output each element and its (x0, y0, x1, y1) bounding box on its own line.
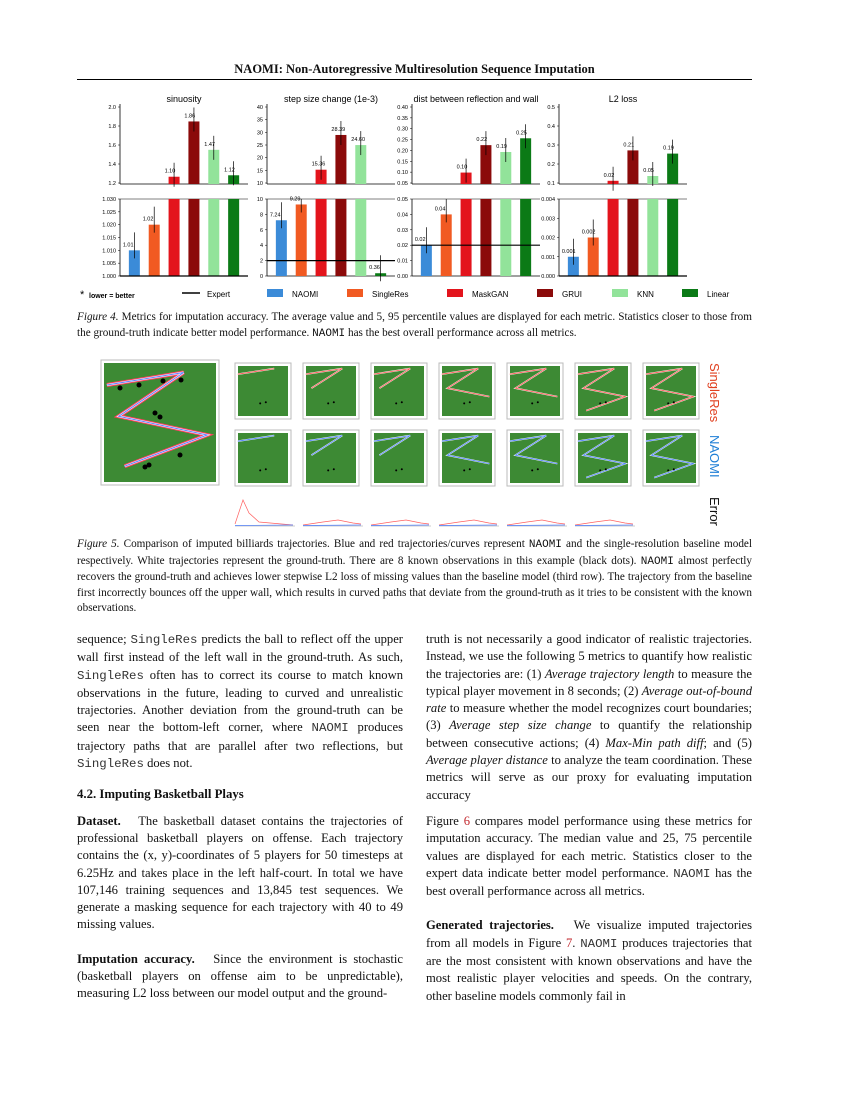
figure-4-caption (77, 310, 752, 342)
known-observation (259, 402, 261, 404)
metric-name: Average trajectory length (544, 666, 675, 681)
known-observation (161, 379, 166, 384)
known-observation (605, 401, 607, 403)
tick-label: 0 (259, 274, 263, 280)
tick-label: 0.25 (397, 137, 408, 144)
imputation-paragraph (77, 951, 403, 1003)
text-run: Figure (426, 813, 464, 828)
tick-label: 0.03 (397, 227, 408, 234)
known-observation (599, 469, 601, 471)
value-label: 1.12 (224, 167, 235, 174)
error-curve-blue (235, 525, 293, 526)
known-observation (395, 469, 397, 471)
bar-bottom (480, 199, 491, 276)
dataset-head: Dataset. (77, 813, 121, 828)
tick-label: 0.20 (397, 148, 408, 155)
metric-name: Average step size change (449, 718, 592, 733)
right-paragraph-2 (426, 813, 752, 900)
figure-5-caption-p2: and the single-resolution baseline model respectively. White trajectories represent the ground-truth. There are 8 known observations in this example (black dots). (77, 538, 753, 567)
known-observation (178, 453, 183, 458)
value-label: 0.04 (434, 206, 446, 213)
chart-title: L2 loss (608, 94, 638, 104)
tick-label: 0.02 (397, 243, 408, 250)
tick-label: 1.020 (102, 222, 116, 229)
value-label: 28.39 (331, 126, 346, 133)
tick-label: 4 (259, 243, 263, 250)
tick-label: 1.025 (102, 209, 116, 216)
value-label: 1.10 (164, 168, 176, 175)
tick-label: 0.1 (547, 181, 555, 187)
legend-label: KNN (637, 290, 654, 299)
row-label-singleres: SingleRes (707, 363, 722, 423)
chart-panel (397, 94, 540, 280)
legend-swatch (612, 289, 628, 297)
figure-5-panels (95, 355, 735, 535)
tick-label: 1.8 (108, 124, 116, 130)
error-curve-red (575, 520, 633, 525)
figure-ref-link[interactable]: 6 (463, 813, 470, 828)
tick-label: 20 (256, 155, 263, 162)
tick-label: 1.000 (102, 274, 116, 280)
known-observation (333, 401, 335, 403)
known-observation (605, 468, 607, 470)
value-label: 0.22 (476, 137, 488, 144)
chart-title: step size change (1e-3) (283, 94, 379, 104)
chart-panel (102, 94, 248, 280)
inline-code: NAOMI (580, 936, 618, 951)
tick-label: 1.2 (108, 181, 116, 187)
inline-code: SingleRes (130, 633, 198, 647)
bar-bottom (208, 199, 219, 276)
value-label: 1.86 (184, 113, 196, 120)
left-column (77, 631, 403, 1003)
figure-4-caption-tail: has the best overall performance across all metrics. (347, 326, 577, 339)
figure-4-label: Figure 4. (77, 311, 119, 323)
inline-code: SingleRes (77, 668, 144, 683)
tick-label: 6 (259, 227, 263, 234)
legend-label: MaskGAN (472, 290, 509, 299)
known-observation (537, 401, 539, 403)
text-run: . (572, 935, 581, 950)
figure-5-caption-code1: NAOMI (528, 539, 562, 551)
imputation-head: Imputation accuracy. (77, 951, 195, 966)
known-observation (537, 468, 539, 470)
known-observation (667, 469, 669, 471)
known-observation (259, 469, 261, 471)
tick-label: 2.0 (108, 105, 116, 111)
tick-label: 1.4 (108, 162, 116, 168)
right-column (426, 631, 752, 1005)
error-curve-blue (371, 525, 429, 526)
text-run: often has to correct its course to match known observations in the future, leading to curved and unrealistic trajectories. Another deviation from the ground-truth can be seen near the bottom-left corner, where (77, 667, 403, 735)
known-observation (153, 411, 158, 416)
tick-label: 30 (256, 130, 263, 137)
tick-label: 25 (256, 143, 263, 149)
known-observation (531, 469, 533, 471)
known-observation (667, 402, 669, 404)
metric-name: Average player distance (426, 753, 548, 768)
inline-code: NAOMI (673, 866, 711, 881)
legend-label: Linear (707, 290, 730, 299)
figure-5-caption-p3: almost perfectly recovers the ground-truth and achieves lower stepwise L2 loss of missing values than the baseline model (third row). The trajectory from the baseline first incorrectly bounces off the upper wall, which results in curved paths that deviate from the ground-truth as it tries to be consistent with the known observations. (77, 554, 753, 614)
bar-bottom (316, 199, 327, 276)
value-label: 1.01 (122, 242, 134, 249)
figure-5-caption-p1: Comparison of imputed billiards trajectories. Blue and red trajectories/curves represent (123, 538, 525, 550)
tick-label: 0.2 (547, 162, 555, 168)
text-run: truth is not necessarily a good indicator of realistic trajectories. Instead, we use the following 5 metrics to quantify how realistic the trajectories are: (1) (426, 632, 752, 681)
value-label: 0.21 (623, 142, 635, 149)
bar-bottom (627, 199, 638, 276)
value-label: 0.002 (581, 229, 596, 236)
figure-5-billiards (95, 355, 735, 535)
known-observation (118, 386, 123, 391)
figure-4-legend (80, 289, 730, 301)
legend-label: GRUI (562, 290, 582, 299)
figure-5-caption (77, 537, 752, 617)
error-curve-blue (439, 525, 497, 526)
value-label: 0.19 (496, 144, 508, 150)
tick-label: 0.000 (541, 274, 555, 280)
tick-label: 0.05 (397, 181, 408, 187)
tick-label: 10 (256, 197, 263, 203)
text-run: does not. (143, 756, 193, 771)
known-observation (265, 401, 267, 403)
header-rule (77, 79, 752, 80)
figure-5-caption-code2: NAOMI (640, 555, 674, 568)
figure-ref-link[interactable]: 7 (565, 935, 573, 950)
text-run: predicts the ball to reflect off the upper wall first instead of the left wall in the ground-truth. As such, (77, 632, 403, 665)
value-label: 1.02 (142, 216, 154, 223)
value-label: 0.19 (663, 145, 674, 152)
legend-note: lower = better (89, 293, 135, 300)
known-observation (395, 402, 397, 404)
value-label: 0.05 (643, 168, 655, 174)
tick-label: 0.3 (547, 143, 555, 149)
generated-head: Generated trajectories. (426, 918, 554, 933)
value-label: 0.02 (414, 237, 426, 244)
tick-label: 0.30 (397, 126, 408, 133)
text-run: has the best overall performance across all metrics. (426, 865, 752, 899)
value-label: 0.10 (456, 164, 468, 171)
tick-label: 0.00 (397, 274, 408, 280)
tick-label: 0.10 (397, 170, 408, 177)
imputation-text: Since the environment is stochastic (basketball players on offense aim to be unpredictable), measuring L2 loss between our model output and the ground- (77, 951, 403, 1001)
legend-asterisk: * (80, 289, 85, 301)
tick-label: 35 (256, 117, 263, 124)
tick-label: 0.15 (397, 159, 408, 166)
value-label: 7.24 (269, 212, 281, 219)
error-curve-blue (303, 525, 361, 526)
tick-label: 10 (256, 181, 263, 187)
bar-bottom (188, 199, 199, 276)
text-run: compares model performance using these metrics for imputation accuracy. The median value and 25, 75 percentile values are displayed for each metric. Statistics closer to the expert data indicate better model performance. (426, 813, 752, 880)
figure-4-bar-charts (72, 92, 772, 317)
bar-bottom (667, 199, 678, 276)
value-label: 0.001 (561, 248, 576, 255)
known-observation (531, 402, 533, 404)
bar-bottom (520, 199, 531, 276)
known-observation (599, 402, 601, 404)
tick-label: 0.05 (397, 197, 408, 203)
tick-label: 1.005 (102, 261, 116, 268)
known-observation (469, 468, 471, 470)
tick-label: 1.6 (108, 143, 116, 149)
tick-label: 0.003 (541, 216, 555, 223)
known-observation (401, 401, 403, 403)
known-observation (463, 469, 465, 471)
text-run: sequence; (77, 632, 131, 646)
legend-swatch (682, 289, 698, 297)
bar-bottom (355, 199, 366, 276)
error-curve-red (439, 520, 497, 525)
legend-swatch (267, 289, 283, 297)
known-observation (179, 378, 184, 383)
tick-label: 1.010 (102, 248, 116, 255)
metric-name: Max-Min path diff (605, 735, 704, 750)
value-label: 1.47 (204, 141, 216, 148)
error-curve-red (371, 520, 429, 525)
text-run: produces trajectories that are the most consistent with known observations and have the most realistic player velocities and speeds. On the contrary, other baseline models commonly fail in (426, 935, 752, 1003)
legend-label: SingleRes (372, 290, 409, 299)
inline-code: NAOMI (311, 721, 349, 736)
figure-5-label: Figure 5. (77, 538, 120, 550)
error-curve-blue (507, 525, 565, 526)
tick-label: 0.4 (547, 124, 555, 130)
tick-label: 1.015 (102, 235, 116, 242)
bar-bottom (228, 199, 239, 276)
right-paragraph-3 (426, 917, 752, 1004)
text-run: ; and (5) (703, 735, 752, 750)
known-observation (463, 402, 465, 404)
bar-bottom (335, 199, 346, 276)
chart-panel (257, 94, 395, 281)
right-paragraph-1 (426, 631, 752, 804)
known-observation (137, 383, 142, 388)
error-curve-red (507, 520, 565, 525)
tick-label: 2 (259, 258, 263, 265)
error-curve-red (235, 500, 293, 525)
tick-label: 0.01 (397, 258, 408, 265)
tick-label: 0.04 (397, 212, 408, 219)
text-run: We visualize imputed trajectories from all models in Figure (426, 918, 753, 950)
known-observation (327, 469, 329, 471)
value-label: 9.29 (289, 196, 301, 203)
tick-label: 0.002 (541, 235, 555, 242)
value-label: 0.36 (369, 265, 380, 272)
known-observation (327, 402, 329, 404)
figure-4-caption-text: Metrics for imputation accuracy. The average value and 5, 95 percentile values are displayed for each metric. Statistics closer to those from the ground-truth indicate better model performance. (77, 311, 752, 339)
legend-swatch (537, 289, 553, 297)
text-run: to measure whether the model recognizes court boundaries; (3) (426, 701, 752, 733)
known-observation (469, 401, 471, 403)
tick-label: 0.001 (541, 254, 555, 261)
figure-4-caption-code: NAOMI (312, 327, 346, 340)
text-run: to analyze the team coordination. These metrics will serve as our proxy for evaluating imputation accuracy (426, 753, 753, 802)
inline-code: SingleRes (77, 757, 144, 772)
tick-label: 15 (256, 168, 263, 175)
error-curve-blue (575, 525, 633, 526)
metric-name: Average out-of-bound rate (426, 683, 752, 716)
tick-label: 40 (256, 105, 263, 111)
text-run: produces trajectory paths that are parallel after two reflections, but (77, 720, 403, 753)
bar-bottom (608, 199, 619, 276)
running-header: NAOMI: Non-Autoregressive Multiresolution Sequence Imputation (234, 62, 595, 76)
section-heading: 4.2. Imputing Basketball Plays (77, 787, 244, 802)
left-paragraph-1 (77, 631, 403, 773)
dataset-text: The basketball dataset contains the trajectories of professional basketball players on offense. Each trajectory contains the (x, y)-coordinates of 5 players for 50 timesteps at 6.25Hz and takes place in the left half-court. In total we have 107,146 training sequences and 13,845 test sequences. We generate a masking sequence for each trajectory with 40 to 49 missing values. (77, 813, 404, 932)
bar-bottom (461, 199, 472, 276)
value-label: 0.02 (603, 172, 615, 179)
legend-swatch (347, 289, 363, 297)
tick-label: 0.004 (541, 197, 555, 203)
value-label: 15.36 (311, 161, 326, 168)
tick-label: 1.030 (102, 197, 116, 203)
tick-label: 8 (259, 212, 263, 219)
bar-bottom (296, 204, 307, 276)
row-label-error: Error (707, 497, 722, 526)
known-observation (143, 465, 148, 470)
row-label-naomi: NAOMI (707, 435, 722, 478)
tick-label: 0.35 (397, 115, 408, 122)
bar-bottom (169, 199, 180, 276)
known-observation (333, 468, 335, 470)
known-observation (673, 401, 675, 403)
tick-label: 0.5 (547, 105, 555, 111)
legend-label: NAOMI (292, 290, 319, 299)
value-label: 0.25 (516, 130, 527, 137)
chart-panel (541, 94, 687, 280)
text-run: to measure the typical player movement in 8 seconds; (2) (426, 666, 752, 698)
chart-title: sinuosity (166, 94, 202, 104)
bar-bottom (500, 199, 511, 276)
dataset-paragraph (77, 813, 403, 934)
legend-label: Expert (207, 290, 231, 299)
known-observation (401, 468, 403, 470)
known-observation (265, 468, 267, 470)
text-run: to quantify the relationship between consecutive actions; (4) (426, 718, 752, 750)
chart-title: dist between reflection and wall (413, 94, 539, 104)
legend-swatch (447, 289, 463, 297)
bar-bottom (647, 199, 658, 276)
value-label: 24.60 (351, 137, 366, 144)
error-curve-red (303, 520, 361, 525)
known-observation (158, 415, 163, 420)
tick-label: 0.40 (397, 105, 408, 111)
bar-bottom (276, 220, 287, 276)
known-observation (673, 468, 675, 470)
